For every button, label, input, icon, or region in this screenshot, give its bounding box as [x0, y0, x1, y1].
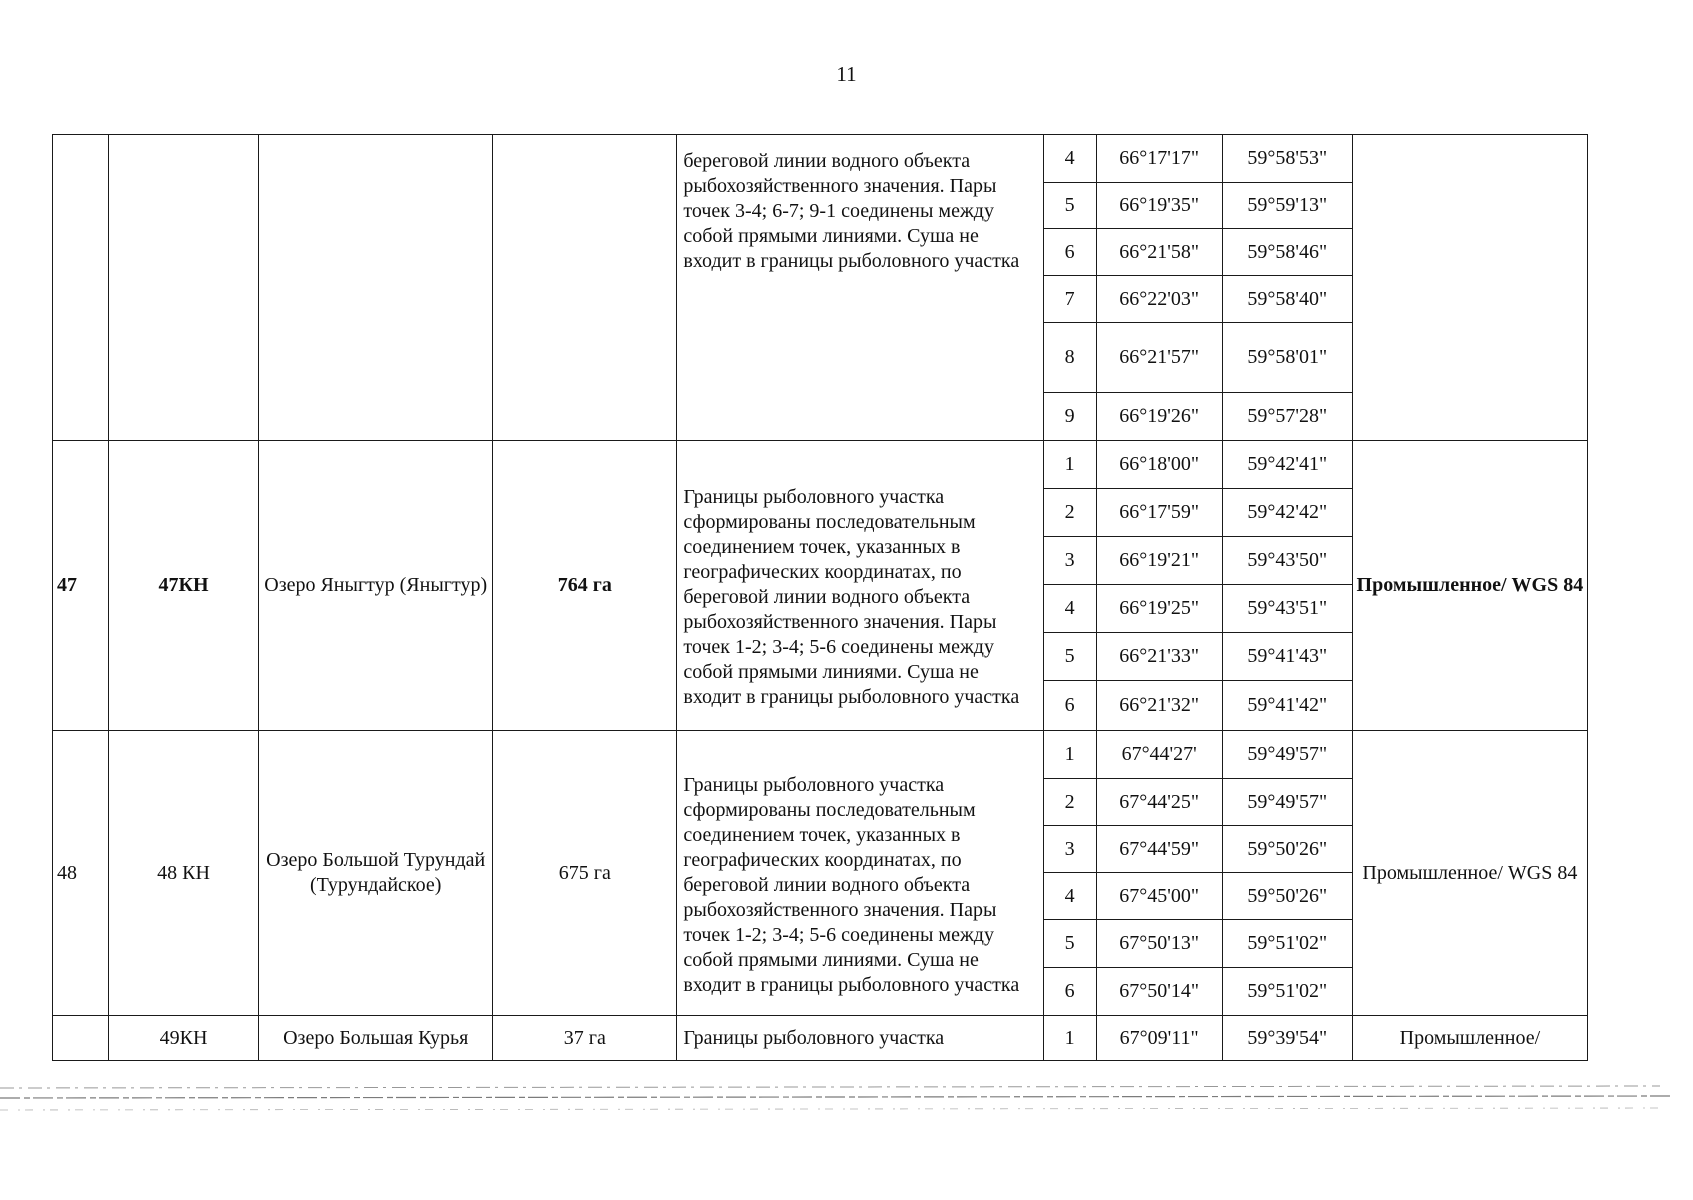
longitude: 59°43'50"	[1222, 537, 1352, 585]
point-number: 4	[1043, 873, 1096, 920]
code-cell: 48 КН	[109, 731, 259, 1016]
latitude: 67°50'14"	[1096, 968, 1222, 1016]
longitude: 59°42'42"	[1222, 489, 1352, 537]
longitude: 59°41'43"	[1222, 633, 1352, 681]
name-cell: Озеро Большая Курья	[259, 1016, 493, 1061]
latitude: 66°21'32"	[1096, 681, 1222, 731]
type-cell: Промышленное/ WGS 84	[1352, 731, 1587, 1016]
point-number: 1	[1043, 731, 1096, 779]
type-cell: Промышленное/ WGS 84	[1352, 441, 1587, 731]
latitude: 67°50'13"	[1096, 920, 1222, 968]
point-number: 3	[1043, 537, 1096, 585]
longitude: 59°41'42"	[1222, 681, 1352, 731]
type-cell: Промышленное/	[1352, 1016, 1587, 1061]
point-number: 6	[1043, 681, 1096, 731]
row-number-cell	[53, 1016, 109, 1061]
latitude: 66°17'59"	[1096, 489, 1222, 537]
area-cell: 764 га	[493, 441, 677, 731]
longitude: 59°50'26"	[1222, 873, 1352, 920]
longitude: 59°59'13"	[1222, 183, 1352, 229]
description-cell: береговой линии водного объекта рыбохозяйственного значения. Пары точек 3-4; 6-7; 9-1 соединены между собой прямыми линиями. Суша не входит в границы рыболовного участка	[677, 135, 1043, 441]
latitude: 66°19'21"	[1096, 537, 1222, 585]
point-number: 9	[1043, 393, 1096, 441]
latitude: 66°21'33"	[1096, 633, 1222, 681]
table-row	[53, 135, 1588, 183]
longitude: 59°43'51"	[1222, 585, 1352, 633]
latitude: 67°45'00"	[1096, 873, 1222, 920]
point-number: 4	[1043, 585, 1096, 633]
area-cell	[493, 135, 677, 441]
longitude: 59°39'54"	[1222, 1016, 1352, 1061]
longitude: 59°58'46"	[1222, 229, 1352, 276]
point-number: 5	[1043, 920, 1096, 968]
area-cell: 675 га	[493, 731, 677, 1016]
table-row	[53, 731, 1588, 779]
row-number-cell	[53, 135, 109, 441]
latitude: 67°44'27'	[1096, 731, 1222, 779]
code-cell: 47КН	[109, 441, 259, 731]
description-cell: Границы рыболовного участка сформированы последовательным соединением точек, указанных в географических координатах, по береговой линии водного объекта рыбохозяйственного значения. Пары точек 1-2; 3-4; 5-6 соединены между собой прямыми линиями. Суша не входит в границы рыболовного участка	[677, 441, 1043, 731]
code-cell	[109, 135, 259, 441]
type-cell	[1352, 135, 1587, 441]
longitude: 59°42'41"	[1222, 441, 1352, 489]
longitude: 59°58'01"	[1222, 323, 1352, 393]
fishing-areas-table	[52, 134, 1588, 1061]
row-number-cell: 48	[53, 731, 109, 1016]
longitude: 59°57'28"	[1222, 393, 1352, 441]
row-number-cell: 47	[53, 441, 109, 731]
latitude: 66°22'03"	[1096, 276, 1222, 323]
scan-artifact-lines	[0, 1080, 1693, 1120]
table-row	[53, 441, 1588, 489]
description-cell: Границы рыболовного участка	[677, 1016, 1043, 1061]
point-number: 2	[1043, 489, 1096, 537]
latitude: 66°19'26"	[1096, 393, 1222, 441]
code-cell: 49КН	[109, 1016, 259, 1061]
latitude: 66°21'58"	[1096, 229, 1222, 276]
point-number: 2	[1043, 779, 1096, 826]
latitude: 67°09'11"	[1096, 1016, 1222, 1061]
table-row	[53, 1016, 1588, 1061]
description-cell: Границы рыболовного участка сформированы последовательным соединением точек, указанных в географических координатах, по береговой линии водного объекта рыбохозяйственного значения. Пары точек 1-2; 3-4; 5-6 соединены между собой прямыми линиями. Суша не входит в границы рыболовного участка	[677, 731, 1043, 1016]
point-number: 5	[1043, 183, 1096, 229]
longitude: 59°49'57"	[1222, 779, 1352, 826]
latitude: 66°19'25"	[1096, 585, 1222, 633]
point-number: 8	[1043, 323, 1096, 393]
name-cell	[259, 135, 493, 441]
latitude: 66°21'57"	[1096, 323, 1222, 393]
point-number: 6	[1043, 229, 1096, 276]
name-cell: Озеро Большой Турундай (Турундайское)	[259, 731, 493, 1016]
latitude: 66°19'35"	[1096, 183, 1222, 229]
longitude: 59°58'40"	[1222, 276, 1352, 323]
name-cell: Озеро Яныгтур (Яныгтур)	[259, 441, 493, 731]
longitude: 59°51'02"	[1222, 968, 1352, 1016]
point-number: 5	[1043, 633, 1096, 681]
longitude: 59°58'53"	[1222, 135, 1352, 183]
point-number: 1	[1043, 441, 1096, 489]
area-cell: 37 га	[493, 1016, 677, 1061]
point-number: 6	[1043, 968, 1096, 1016]
point-number: 3	[1043, 826, 1096, 873]
point-number: 7	[1043, 276, 1096, 323]
latitude: 67°44'59"	[1096, 826, 1222, 873]
point-number: 4	[1043, 135, 1096, 183]
longitude: 59°49'57"	[1222, 731, 1352, 779]
longitude: 59°50'26"	[1222, 826, 1352, 873]
latitude: 66°18'00"	[1096, 441, 1222, 489]
page-number: 11	[836, 62, 857, 86]
latitude: 67°44'25"	[1096, 779, 1222, 826]
latitude: 66°17'17"	[1096, 135, 1222, 183]
point-number: 1	[1043, 1016, 1096, 1061]
longitude: 59°51'02"	[1222, 920, 1352, 968]
